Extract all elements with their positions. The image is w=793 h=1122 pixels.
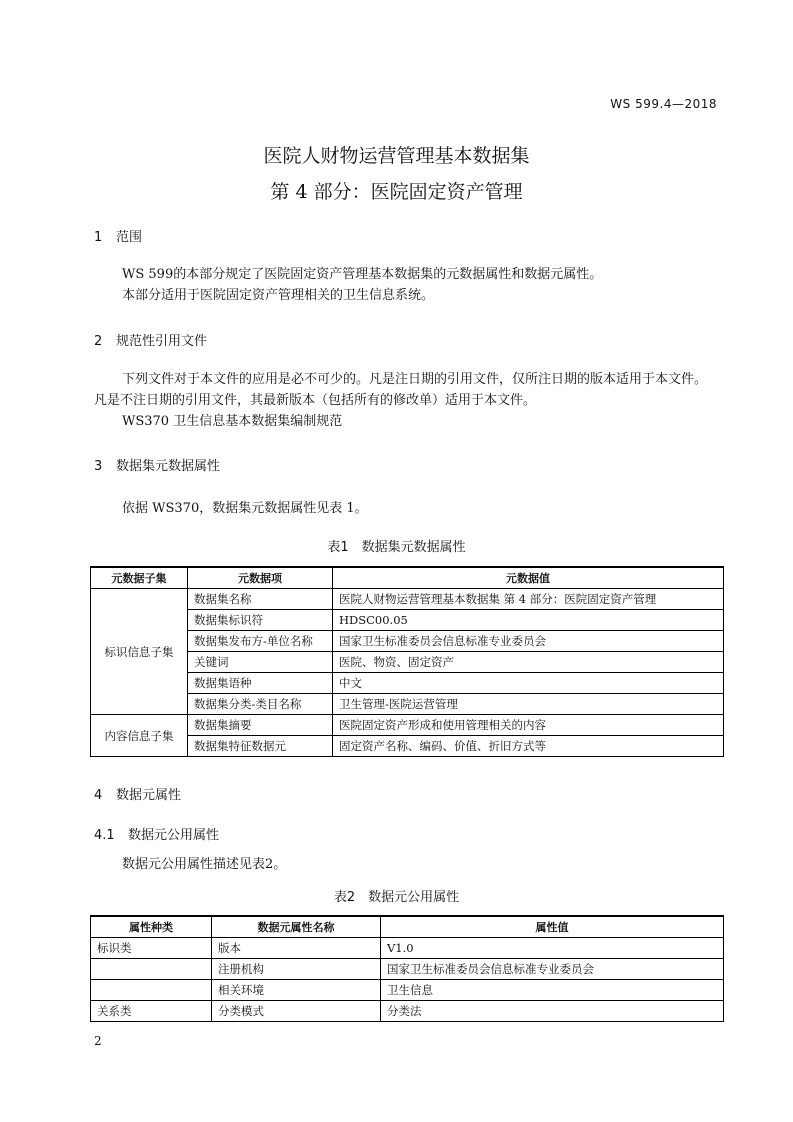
table-cell: 数据集语种 [188, 673, 333, 694]
column-header: 元数据项 [188, 567, 333, 589]
table-cell [91, 980, 212, 1001]
table-row [91, 959, 724, 980]
table-cell: 分类模式 [212, 1001, 381, 1022]
column-header: 数据元属性名称 [212, 916, 381, 938]
table-cell: 相关环境 [212, 980, 381, 1001]
section-4-heading [94, 784, 181, 803]
table-cell: HDSC00.05 [333, 610, 724, 631]
group-cell: 内容信息子集 [91, 715, 188, 757]
table-1 [90, 566, 724, 757]
column-header: 属性种类 [91, 916, 212, 938]
table-2-caption: 表2 数据元公用属性 [333, 890, 460, 905]
paragraph: 依据 WS370，数据集元数据属性见表 1。 [122, 501, 368, 516]
table-header-row [91, 916, 724, 938]
section-number: 4 [94, 788, 103, 803]
paragraph: 下列文件对于本文件的应用是必不可少的。凡是注日期的引用文件，仅所注日期的版本适用于本文件。凡是不注日期的引用文件，其最新版本（包括所有的修改单）适用于本文件。 [94, 372, 708, 408]
table-cell: 关系类 [91, 1001, 212, 1022]
section-title: 规范性引用文件 [116, 334, 208, 349]
paragraph: 本部分适用于医院固定资产管理相关的卫生信息系统。 [122, 288, 435, 303]
table-cell: 数据集摘要 [188, 715, 333, 736]
table-cell: 数据集特征数据元 [188, 736, 333, 757]
section-number: 3 [94, 459, 103, 474]
section-3-heading [94, 455, 220, 474]
table-cell: V1.0 [381, 938, 724, 959]
standard-number: WS 599.4—2018 [610, 97, 717, 111]
section-title: 数据元属性 [116, 788, 182, 803]
section-number: 1 [94, 230, 103, 245]
table-cell: 数据集名称 [188, 589, 333, 610]
group-cell: 标识信息子集 [91, 589, 188, 715]
column-header: 元数据子集 [91, 567, 188, 589]
table-1-caption: 表1 数据集元数据属性 [327, 540, 466, 555]
table-cell: 国家卫生标准委员会信息标准专业委员会 [333, 631, 724, 652]
paragraph: WS 599的本部分规定了医院固定资产管理基本数据集的元数据属性和数据元属性。 [122, 267, 603, 282]
table-cell: 数据集分类-类目名称 [188, 694, 333, 715]
table-cell: 国家卫生标准委员会信息标准专业委员会 [381, 959, 724, 980]
table-cell: 医院、物资、固定资产 [333, 652, 724, 673]
paragraph: WS370 卫生信息基本数据集编制规范 [122, 414, 343, 429]
document-title: 医院人财物运营管理基本数据集 [263, 145, 530, 167]
section-title: 数据集元数据属性 [116, 459, 221, 474]
section-2-heading [94, 330, 207, 349]
section-3-body [94, 498, 714, 519]
table-cell: 中文 [333, 673, 724, 694]
table-cell: 医院固定资产形成和使用管理相关的内容 [333, 715, 724, 736]
section-number: 4.1 [94, 828, 115, 843]
table-cell: 版本 [212, 938, 381, 959]
table-2 [90, 915, 724, 1022]
table-cell: 固定资产名称、编码、价值、折旧方式等 [333, 736, 724, 757]
paragraph: 数据元公用属性描述见表2。 [122, 857, 287, 872]
table-cell: 分类法 [381, 1001, 724, 1022]
section-title: 范围 [116, 230, 143, 245]
table-row [91, 938, 724, 959]
section-1-body [94, 264, 714, 306]
table-cell: 卫生管理-医院运营管理 [333, 694, 724, 715]
document-subtitle: 第 4 部分：医院固定资产管理 [270, 181, 523, 203]
table-cell: 数据集发布方-单位名称 [188, 631, 333, 652]
table-cell: 医院人财物运营管理基本数据集 第 4 部分：医院固定资产管理 [333, 589, 724, 610]
table-row [91, 1001, 724, 1022]
page-number: 2 [94, 1034, 102, 1048]
section-4-1-body [94, 854, 714, 875]
section-1-heading [94, 226, 142, 245]
table-row [91, 980, 724, 1001]
table-header-row [91, 567, 724, 589]
table-row [91, 715, 724, 736]
table-row [91, 589, 724, 610]
column-header: 属性值 [381, 916, 724, 938]
table-cell: 关键词 [188, 652, 333, 673]
column-header: 元数据值 [333, 567, 724, 589]
section-2-body [94, 369, 714, 432]
section-number: 2 [94, 334, 103, 349]
table-cell: 卫生信息 [381, 980, 724, 1001]
section-title: 数据元公用属性 [128, 828, 220, 843]
table-cell: 标识类 [91, 938, 212, 959]
table-cell [91, 959, 212, 980]
section-4-1-heading [94, 824, 219, 843]
table-cell: 数据集标识符 [188, 610, 333, 631]
table-cell: 注册机构 [212, 959, 381, 980]
